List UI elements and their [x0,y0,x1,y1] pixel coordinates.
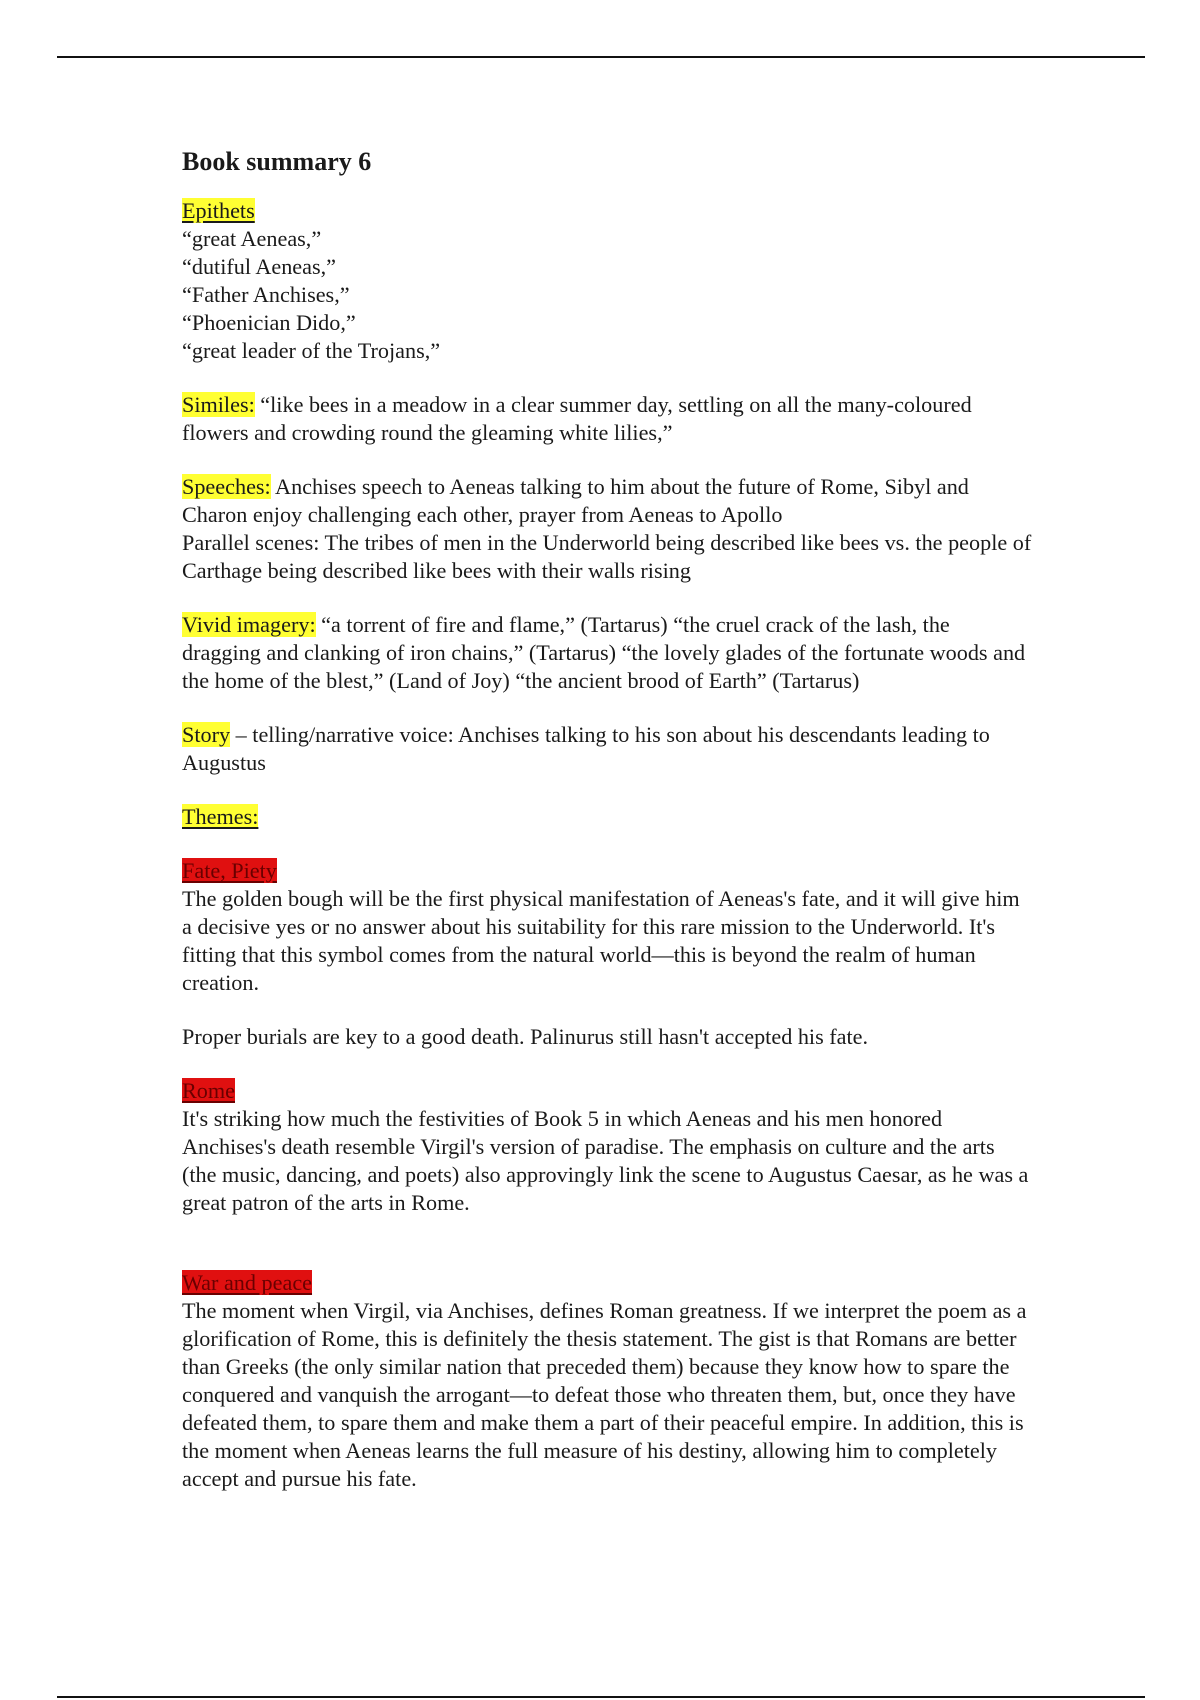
theme-fate-burials [182,1023,1032,1051]
theme-war-label: War and peace [182,1270,313,1295]
imagery-section [182,611,1032,695]
theme-fate-section [182,857,1032,997]
similes-label: Similes: [182,392,255,417]
epithet-item: “Father Anchises,” [182,282,350,307]
theme-fate-paragraph-2: Proper burials are key to a good death. Palinurus still hasn't accepted his fate. [182,1024,869,1049]
document-body [182,145,1032,1519]
theme-rome-section [182,1077,1032,1217]
epithets-heading: Epithets [182,198,255,223]
story-text: – telling/narrative voice: Anchises talking to his son about his descendants leading to Augustus [182,722,990,775]
speeches-section [182,473,1032,585]
epithet-item: “great leader of the Trojans,” [182,338,441,363]
epithet-item: “dutiful Aeneas,” [182,254,337,279]
theme-war-paragraph: The moment when Virgil, via Anchises, defines Roman greatness. If we interpret the poem as a glorification of Rome, this is definitely the thesis statement. The gist is that Romans are better than Greeks (the only similar nation that preceded them) because they know how to spare the conquered and vanquish the arrogant—to defeat those who threaten them, but, once they have defeated them, to spare them and make them a part of their peaceful empire. In addition, this is the moment when Aeneas learns the full measure of his destiny, allowing him to completely accept and pursue his fate. [182,1298,1027,1491]
similes-text: “like bees in a meadow in a clear summer day, settling on all the many-coloured flowers and crowding round the gleaming white lilies,” [182,392,972,445]
theme-rome-paragraph: It's striking how much the festivities of Book 5 in which Aeneas and his men honored Anchises's death resemble Virgil's version of paradise. The emphasis on culture and the arts (the music, dancing, and poets) also approvingly link the scene to Augustus Caesar, as he was a great patron of the arts in Rome. [182,1106,1029,1215]
epithets-section [182,197,1032,365]
theme-fate-label: Fate, Piety [182,858,277,883]
theme-fate-paragraph: The golden bough will be the first physical manifestation of Aeneas's fate, and it will give him a decisive yes or no answer about his suitability for this rare mission to the Underworld. It's fitting that this symbol comes from the natural world—this is beyond the realm of human creation. [182,886,1020,995]
page-title: Book summary 6 [182,147,372,176]
parallel-scenes-text: Parallel scenes: The tribes of men in the Underworld being described like bees vs. the people of Carthage being described like bees with their walls rising [182,530,1032,583]
epithet-item: “great Aeneas,” [182,226,322,251]
themes-heading: Themes: [182,804,259,829]
speeches-label: Speeches: [182,474,271,499]
theme-rome-label: Rome [182,1078,235,1103]
story-section [182,721,1032,777]
story-label: Story [182,722,231,747]
theme-war-section [182,1269,1032,1493]
epithet-item: “Phoenician Dido,” [182,310,356,335]
similes-section [182,391,1032,447]
bottom-rule [57,1696,1145,1698]
speeches-text: Anchises speech to Aeneas talking to him about the future of Rome, Sibyl and Charon enjoy challenging each other, prayer from Aeneas to Apollo [182,474,969,527]
imagery-text: “a torrent of fire and flame,” (Tartarus) “the cruel crack of the lash, the dragging and clanking of iron chains,” (Tartarus) “the lovely glades of the fortunate woods and the home of the blest,” (Land of Joy) “the ancient brood of Earth” (Tartarus) [182,612,1026,693]
themes-heading-block [182,803,1032,831]
top-rule [57,56,1145,58]
imagery-label: Vivid imagery: [182,612,316,637]
